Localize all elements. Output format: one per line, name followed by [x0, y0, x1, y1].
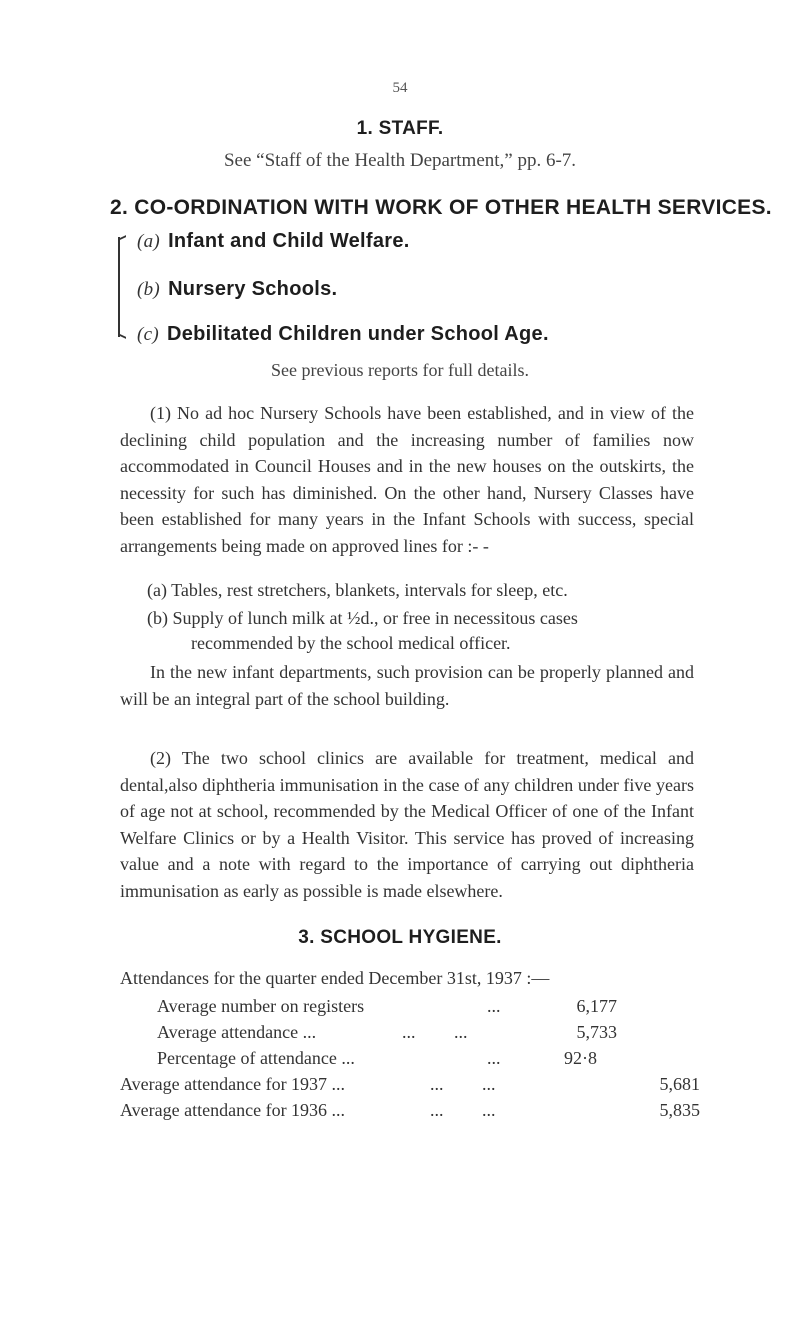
row-leader-dots: ... — [487, 996, 501, 1016]
paragraph-text: In the new infant departments, such provision can be properly planned and will be an integral part of the school building. — [120, 662, 694, 709]
table-row — [157, 996, 717, 1020]
list-item-b — [147, 606, 695, 656]
see-previous-note: See previous reports for full details. — [271, 360, 529, 380]
subsection-title: Infant and Child Welfare. — [168, 230, 410, 252]
list-item-b-line1: (b) Supply of lunch milk at ½d., or free in necessitous cases — [147, 608, 578, 628]
row-label: Average attendance ... — [157, 1022, 317, 1042]
table-row — [157, 1048, 717, 1072]
table-row — [120, 1074, 720, 1098]
paragraph-text: (2) The two school clinics are available for treatment, medical and dental,also diphtheria immunisation in the case of any children under five years of age not at school, recommended by the Medical Officer of one of the Infant Welfare Clinics or by a Health Visitor. This service has proved of increasing value and a note with regard to the importance of carrying out diphtheria immunisation as early as possible is made elsewhere. — [120, 748, 694, 901]
list-item-b-line2: recommended by the school medical officer. — [191, 633, 511, 653]
subsection-label: (a) — [137, 231, 161, 252]
staff-heading: 1. STAFF. — [356, 118, 444, 139]
table-row — [157, 1022, 717, 1046]
subsection-bracket — [118, 237, 130, 337]
row-label: Average number on registers — [157, 996, 365, 1016]
paragraph-text: (1) No ad hoc Nursery Schools have been established, and in view of the declining child population and the increasing number of families now accommodated in Council Houses and in the new houses on the outskirts, the necessity for such has diminished. On the other hand, Nursery Classes have been established for many years in the Infant Schools with success, special arrangements being made on approved lines for :- - — [120, 403, 694, 556]
row-leader-dots: ... ... — [402, 1022, 468, 1042]
row-leader-dots: ... — [487, 1048, 501, 1068]
subsection-nursery-schools — [137, 278, 337, 301]
table-row — [120, 1100, 720, 1124]
paragraph-nursery-schools — [120, 400, 694, 559]
coordination-heading: 2. CO-ORDINATION WITH WORK OF OTHER HEALTH SERVICES. — [110, 196, 772, 219]
paragraph-school-clinics — [120, 745, 694, 904]
row-value: 5,835 — [659, 1100, 700, 1120]
row-value: 5,681 — [659, 1074, 700, 1094]
row-leader-dots: ... ... — [430, 1100, 496, 1120]
subsection-debilitated-children — [137, 323, 549, 346]
attendance-title: Attendances for the quarter ended December 31st, 1937 :— — [120, 968, 550, 988]
row-leader-dots: ... ... — [430, 1074, 496, 1094]
row-label: Percentage of attendance ... — [157, 1048, 355, 1068]
row-label: Average attendance for 1937 ... — [120, 1074, 346, 1094]
subsection-label: (c) — [137, 324, 159, 345]
list-item-a: (a) Tables, rest stretchers, blankets, intervals for sleep, etc. — [147, 580, 568, 600]
row-value: 5,733 — [576, 1022, 617, 1042]
row-label: Average attendance for 1936 ... — [120, 1100, 346, 1120]
page-number: 54 — [392, 80, 408, 96]
subsection-label: (b) — [137, 279, 161, 300]
staff-reference: See “Staff of the Health Department,” pp. 6-7. — [223, 150, 577, 171]
subsection-title: Debilitated Children under School Age. — [167, 323, 549, 345]
paragraph-infant-departments — [120, 659, 694, 712]
row-value: 92·8 — [564, 1048, 597, 1068]
school-hygiene-heading: 3. SCHOOL HYGIENE. — [298, 927, 502, 948]
subsection-title: Nursery Schools. — [168, 278, 338, 300]
row-value: 6,177 — [576, 996, 617, 1016]
subsection-infant-welfare — [137, 230, 410, 253]
